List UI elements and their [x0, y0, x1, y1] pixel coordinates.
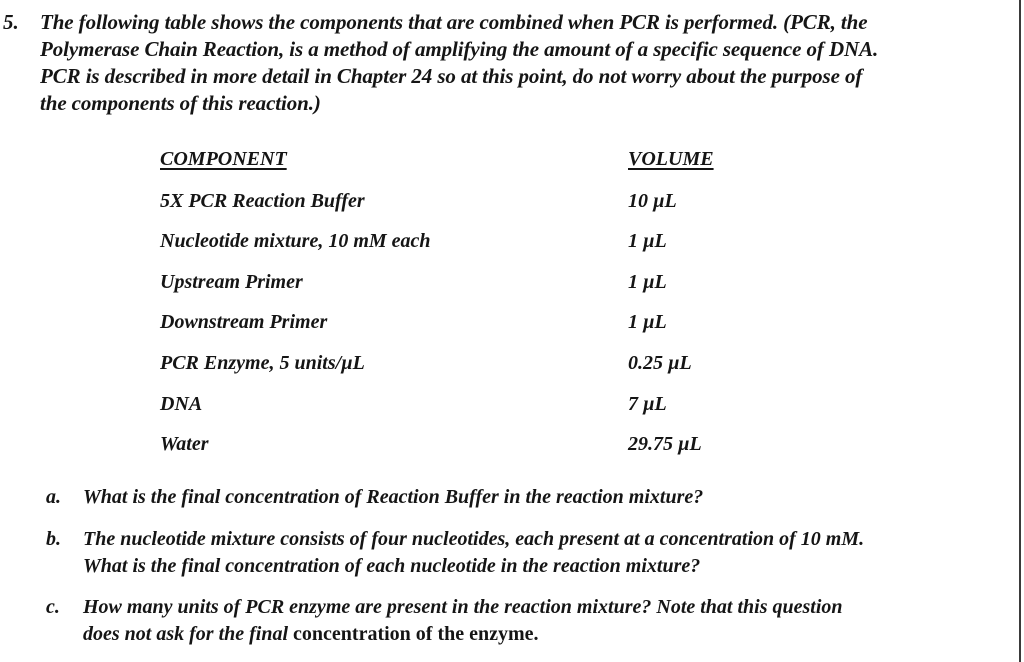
- page-edge-rule: [1019, 0, 1021, 662]
- volume-cell: 1 µL: [628, 311, 667, 333]
- question-number: 5.: [3, 10, 19, 34]
- question-text-line-4: the components of this reaction.): [40, 91, 321, 115]
- subquestion-c-upright-part: concentration of the enzyme.: [293, 623, 539, 645]
- volume-cell: 7 µL: [628, 393, 667, 415]
- volume-cell: 1 µL: [628, 271, 667, 293]
- subquestion-a-letter: a.: [46, 486, 61, 508]
- volume-cell: 1 µL: [628, 230, 667, 252]
- component-cell: Upstream Primer: [160, 271, 303, 293]
- component-cell: 5X PCR Reaction Buffer: [160, 190, 365, 212]
- subquestion-c-text-line-1: How many units of PCR enzyme are present in the reaction mixture? Note that this question: [83, 596, 843, 618]
- volume-cell: 0.25 µL: [628, 352, 692, 374]
- component-cell: Water: [160, 433, 209, 455]
- subquestion-c-text-line-2: [83, 623, 539, 646]
- component-cell: Nucleotide mixture, 10 mM each: [160, 230, 431, 252]
- subquestion-c-italic-part: does not ask for the final: [83, 623, 294, 645]
- subquestion-b-text-line-2: What is the final concentration of each nucleotide in the reaction mixture?: [83, 555, 701, 577]
- subquestion-b-letter: b.: [46, 528, 61, 550]
- volume-cell: 10 µL: [628, 190, 677, 212]
- question-text-line-1: The following table shows the components that are combined when PCR is performed. (PCR, the: [40, 10, 868, 34]
- table-header-volume: VOLUME: [628, 148, 714, 170]
- component-cell: Downstream Primer: [160, 311, 328, 333]
- component-cell: DNA: [160, 393, 203, 415]
- question-text-line-3: PCR is described in more detail in Chapter 24 so at this point, do not worry about the purpose of: [40, 64, 863, 88]
- table-header-component: COMPONENT: [160, 148, 287, 170]
- subquestion-b-text-line-1: The nucleotide mixture consists of four nucleotides, each present at a concentration of 10 mM.: [83, 528, 865, 550]
- question-text-line-2: Polymerase Chain Reaction, is a method of amplifying the amount of a specific sequence of DNA.: [40, 37, 879, 61]
- subquestion-a-text: What is the final concentration of Reaction Buffer in the reaction mixture?: [83, 486, 704, 508]
- component-cell: PCR Enzyme, 5 units/µL: [160, 352, 365, 374]
- volume-cell: 29.75 µL: [628, 433, 702, 455]
- subquestion-c-letter: c.: [46, 596, 60, 618]
